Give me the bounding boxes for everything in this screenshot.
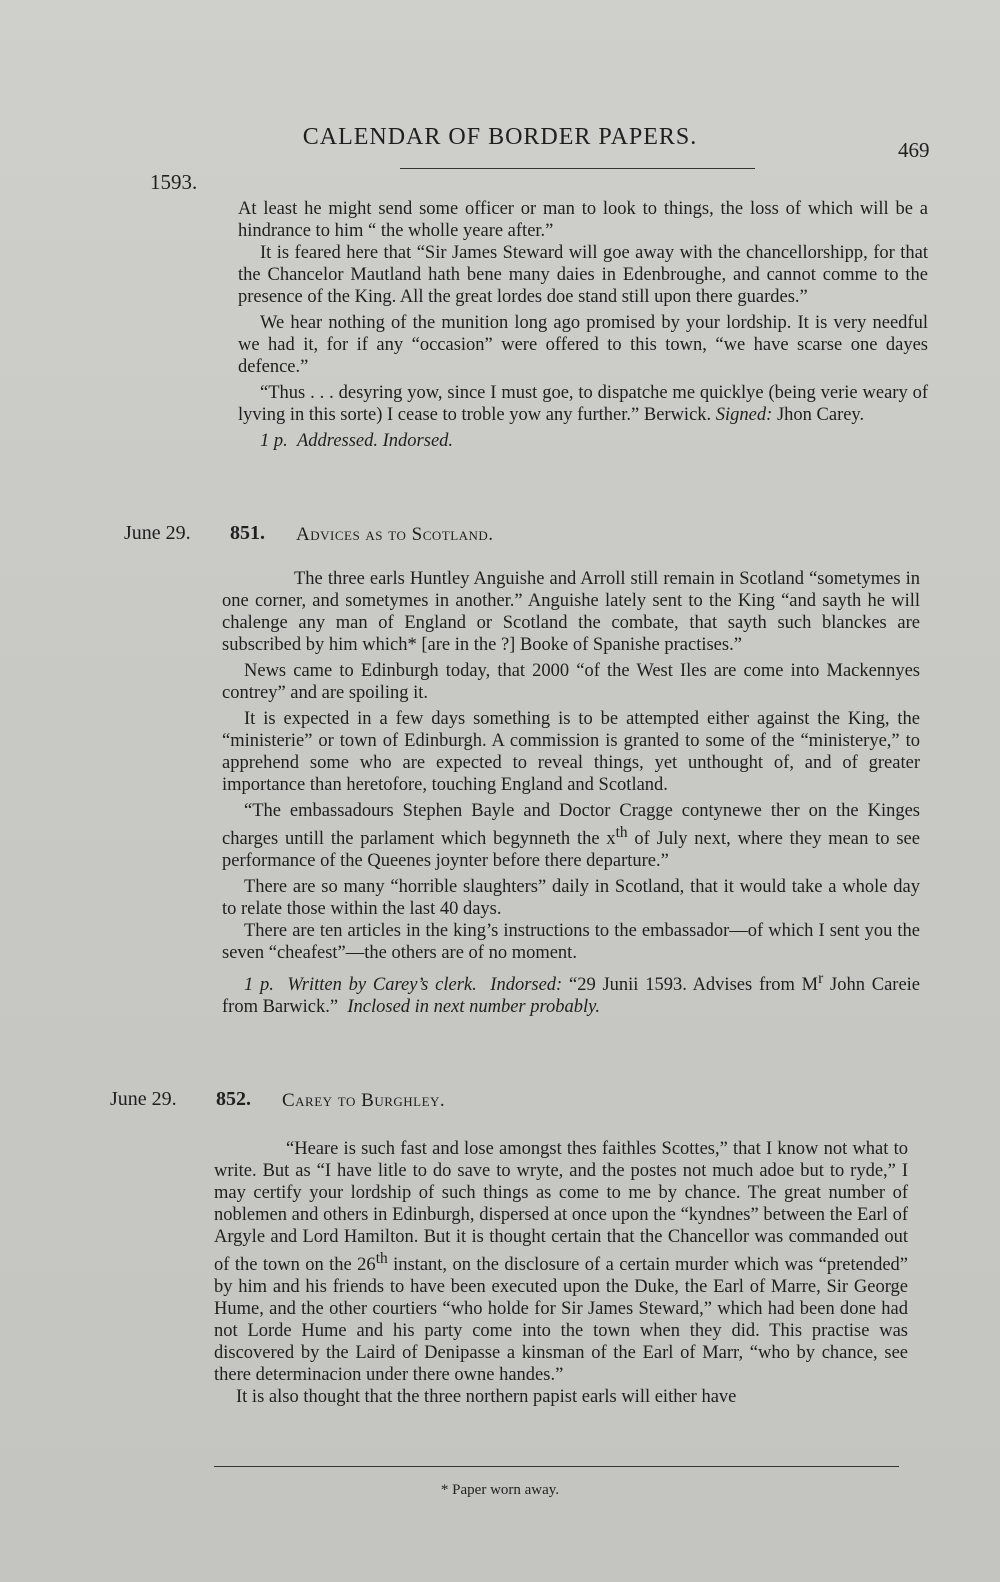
entry-number: 852. xyxy=(216,1088,251,1110)
signed-label: Signed: xyxy=(715,405,773,425)
entry-title: Advices as to Scotland. xyxy=(296,524,494,545)
paragraph: It is expected in a few days something is to be attempted either against the King, the “ministerie” or town of Edinburgh. A commission is granted to some of the “ministerye,” to apprehend some who are expected to reveal things, yet unthought of, and of greater importance than heretofore, touching England and Scotland. xyxy=(222,709,920,795)
running-title: CALENDAR OF BORDER PAPERS. xyxy=(302,124,698,150)
footnote-rule xyxy=(214,1466,899,1467)
paragraph: At least he might send some officer or man to look to things, the loss of which will be a hindrance to him “ the wholle yeare after.” xyxy=(238,199,928,241)
paragraph: “The embassadours Stephen Bayle and Doctor Cragge contynewe ther on the Kinges charges untill the parlament which begynneth the $x^{th}$ of July next, where they mean to see performance of the Queenes joynter before there departure.” xyxy=(222,801,920,872)
entry-date: June 29. xyxy=(110,1088,177,1110)
paragraph: There are so many “horrible slaughters” daily in Scotland, that it would take a whole day to relate those within the last 40 days. xyxy=(222,877,920,920)
paragraph: News came to Edinburgh today, that 2000 “of the West Iles are come into Mackennyes contrey” and are spoiling it. xyxy=(222,661,920,703)
entry-date: June 29. xyxy=(124,522,191,544)
paragraph: “Heare is such fast and lose amongst thes faithles Scottes,” that I know not what to write. But as “I have litle to do save to wryte, and the postes not much adoe but to ryde,” I may certify your lordship of such things as come to me by chance. The great number of noblemen and others in Edinburgh, dispersed at once upon the “kyndnes” between the Earl of Argyle and Lord Hamilton. But it is thought certain that the Chancellor was commanded out of the town on the 26th instant, on the disclosure of a certain murder which was “pretended” by him and his friends to have been executed upon the Duke, the Earl of Marre, Sir George Hume, and the other courtiers “who holde for Sir James Steward,” which had been done had not Lorde Hume and his party come into the town when they did. This practise was discovered by the Laird of Denipasse a kinsman of the Earl of Marr, “who by chance, see there determinacion under there owne handes.” xyxy=(214,1139,908,1386)
year-marginal: 1593. xyxy=(150,170,198,194)
document-note: 1 p. Addressed. Indorsed. xyxy=(260,431,454,451)
paragraph: “Thus . . . desyring yow, since I must goe, to dispatche me quicklye (being verie weary of lyving in this sorte) I cease to troble yow any further.” Berwick. Signed: Jhon Carey. xyxy=(238,383,928,425)
entry-851-body xyxy=(222,568,920,1018)
page-number: 469 xyxy=(898,138,930,162)
signature-name: Jhon Carey. xyxy=(776,405,865,425)
entry-number: 851. xyxy=(230,522,265,544)
paragraph: It is feared here that “Sir James Steward will goe away with the chancellorshipp, for that the Chancelor Mautland hath bene many daies in Edenbroughe, and cannot comme to the presence of the King. All the great lordes doe stand still upon there guardes.” xyxy=(238,243,928,307)
document-note: 1 p. Written by Carey’s clerk. Indorsed: “29 Junii 1593. Advises from $M^r$ John Careie from Barwick.” Inclosed in next number probably. xyxy=(222,970,921,1018)
footnote: * Paper worn away. xyxy=(440,1482,560,1498)
title-rule xyxy=(400,168,755,169)
paragraph: The three earls Huntley Anguishe and Arroll still remain in Scotland “sometymes in one corner, and sometymes in another.” Anguishe lately sent to the King “and sayth he will chalenge any man of England or Scotland the combate, that sayth such blanckes are subscribed by him which* [are in the ?] Booke of Spanishe practises.” xyxy=(222,569,920,655)
entry-title: Carey to Burghley. xyxy=(282,1090,446,1111)
paragraph: It is also thought that the three northern papist earls will either have xyxy=(236,1387,737,1408)
paragraph: We hear nothing of the munition long ago promised by your lordship. It is very needful we had it, for if any “occasion” were offered to this town, “we have scarse one dayes defence.” xyxy=(238,313,928,377)
continued-letter xyxy=(238,198,928,452)
entry-852-body xyxy=(214,1138,908,1408)
paragraph: There are ten articles in the king’s instructions to the embassador—of which I sent you the seven “cheafest”—the others are of no moment. xyxy=(222,921,920,964)
